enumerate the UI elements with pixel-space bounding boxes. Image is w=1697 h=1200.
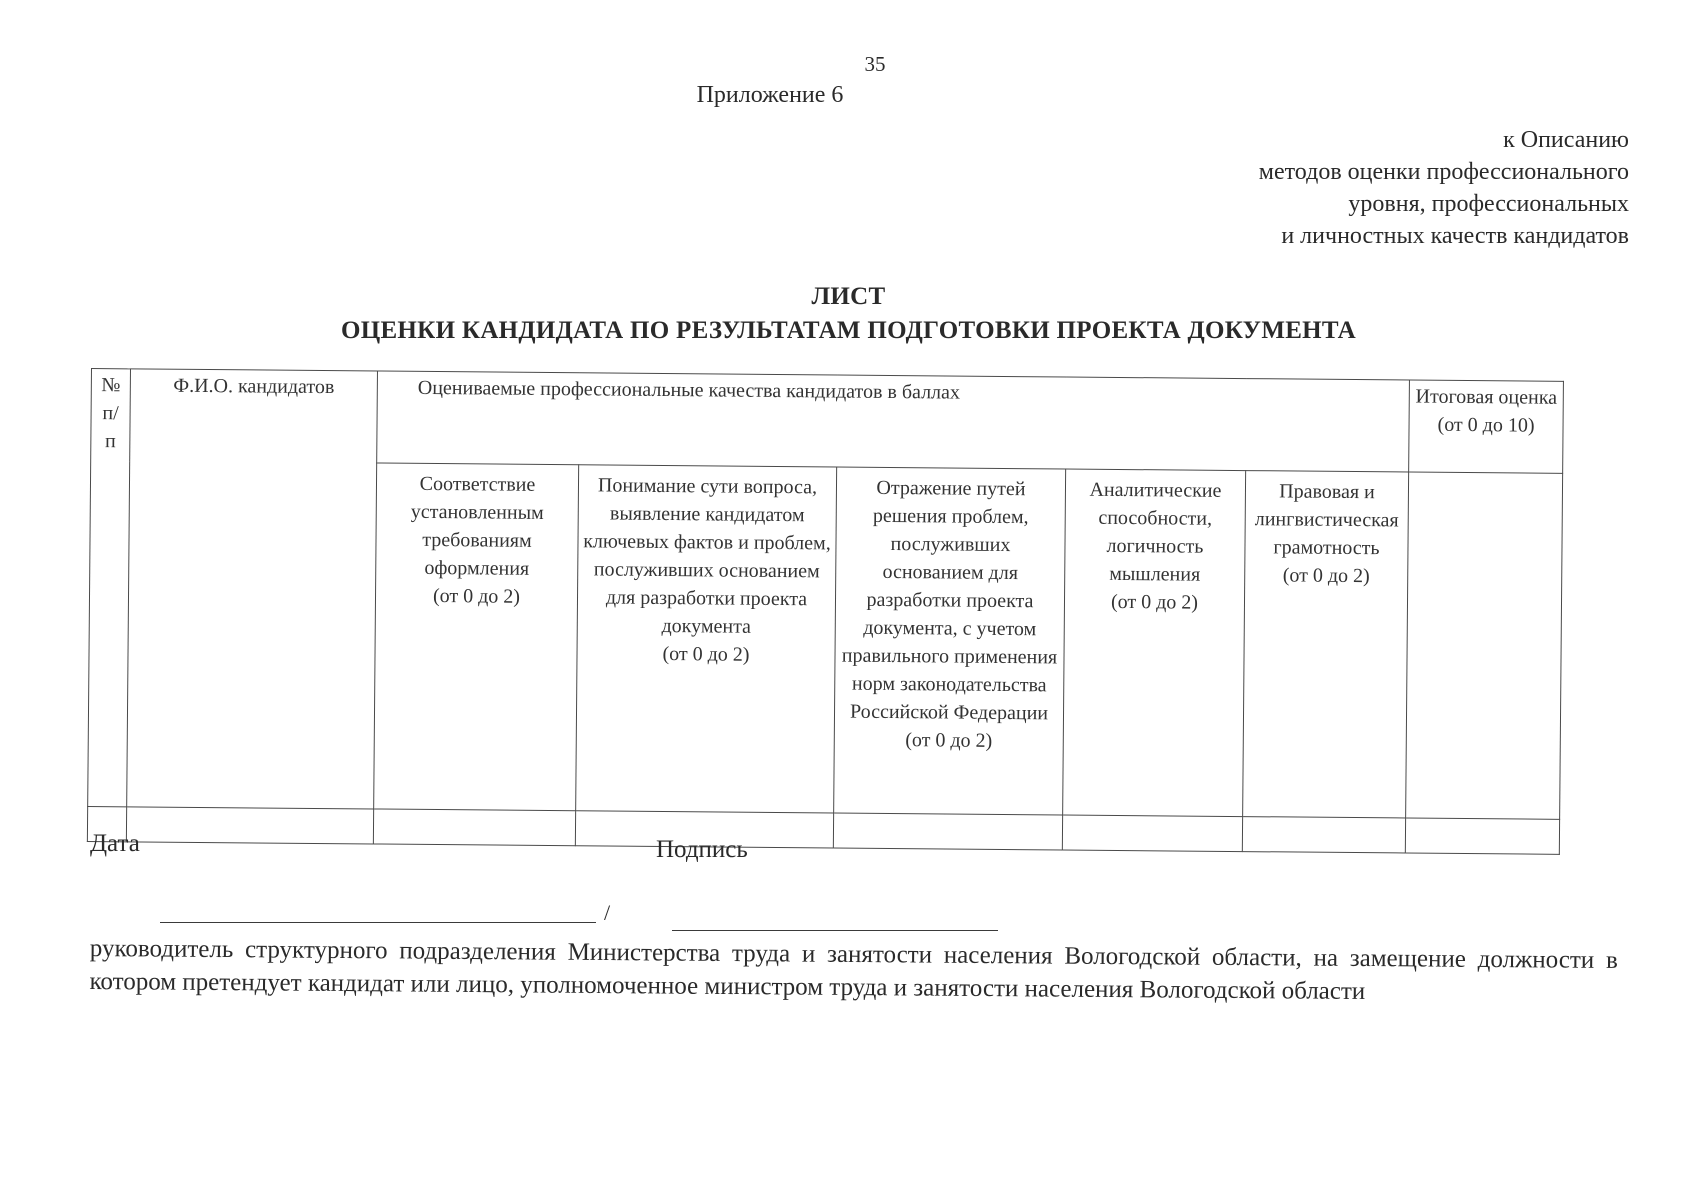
table-cell[interactable]: [833, 813, 1062, 850]
signatory-note: руководитель структурного подразделения Министерства труда и занятости населения Вологодской области, на замещение должности в котором претендует кандидат или лицо, уполномоченное министром труда и занятости населения Вологодской области: [89, 934, 1618, 1006]
header-qualities: Оцениваемые профессиональные качества кандидатов в баллах: [377, 371, 1410, 472]
header-candidate-name: Ф.И.О. кандидатов: [127, 369, 378, 809]
subheader-literacy: [1243, 471, 1409, 818]
criterion-range: (от 0 до 2): [1110, 590, 1199, 614]
subheader-formatting: [374, 463, 579, 811]
subheader-total-empty: [1406, 472, 1563, 819]
date-label: Дата: [90, 830, 140, 857]
reference-line: и личностных качеств кандидатов: [1281, 223, 1629, 249]
appendix-reference: [1259, 124, 1629, 252]
subheader-analytics: [1063, 469, 1246, 817]
subheader-understanding: [576, 465, 837, 813]
page-number: 35: [864, 52, 886, 76]
signature-label: Подпись: [656, 836, 748, 863]
table-cell[interactable]: [1405, 818, 1559, 854]
criterion-label: Аналитические способности, логичность мышления: [1089, 478, 1222, 586]
document-title: [0, 280, 1697, 348]
title-line-2: ОЦЕНКИ КАНДИДАТА ПО РЕЗУЛЬТАТАМ ПОДГОТОВКИ ПРОЕКТА ДОКУМЕНТА: [340, 317, 1357, 344]
criterion-range: (от 0 до 2): [662, 642, 750, 666]
title-line-1: ЛИСТ: [811, 283, 886, 310]
criterion-label: Отражение путей решения проблем, послуживших основанием для разработки проекта документа, с учетом правильного применения норм законодательства Российской Федерации: [841, 476, 1058, 725]
criterion-label: Соответствие установленным требованиям оформления: [410, 472, 544, 580]
table-cell[interactable]: [1242, 817, 1405, 853]
reference-line: к Описанию: [1503, 127, 1629, 153]
criterion-range: (от 0 до 2): [432, 584, 521, 608]
table-cell[interactable]: [373, 809, 575, 846]
subheader-solutions: [834, 467, 1066, 815]
reference-line: уровня, профессиональных: [1348, 191, 1629, 217]
signature-separator: /: [604, 900, 611, 925]
date-signature-line[interactable]: [160, 922, 596, 923]
header-total-score: Итоговая оценка (от 0 до 10): [1409, 380, 1564, 473]
header-row-number: № п/ п: [88, 369, 131, 807]
table-cell[interactable]: [126, 807, 373, 844]
criterion-label: Правовая и лингвистическая грамотность: [1254, 480, 1399, 560]
reference-line: методов оценки профессионального: [1258, 159, 1629, 185]
appendix-label: Приложение 6: [696, 82, 844, 108]
criterion-label: Понимание сути вопроса, выявление кандидатом ключевых фактов и проблем, послуживших основанием для разработки проекта документа: [583, 474, 831, 638]
criterion-range: (от 0 до 2): [905, 729, 993, 752]
assessment-table: [87, 368, 1563, 853]
signature-line[interactable]: [672, 930, 998, 931]
table-cell[interactable]: [1062, 815, 1242, 852]
criterion-range: (от 0 до 2): [1282, 564, 1370, 588]
